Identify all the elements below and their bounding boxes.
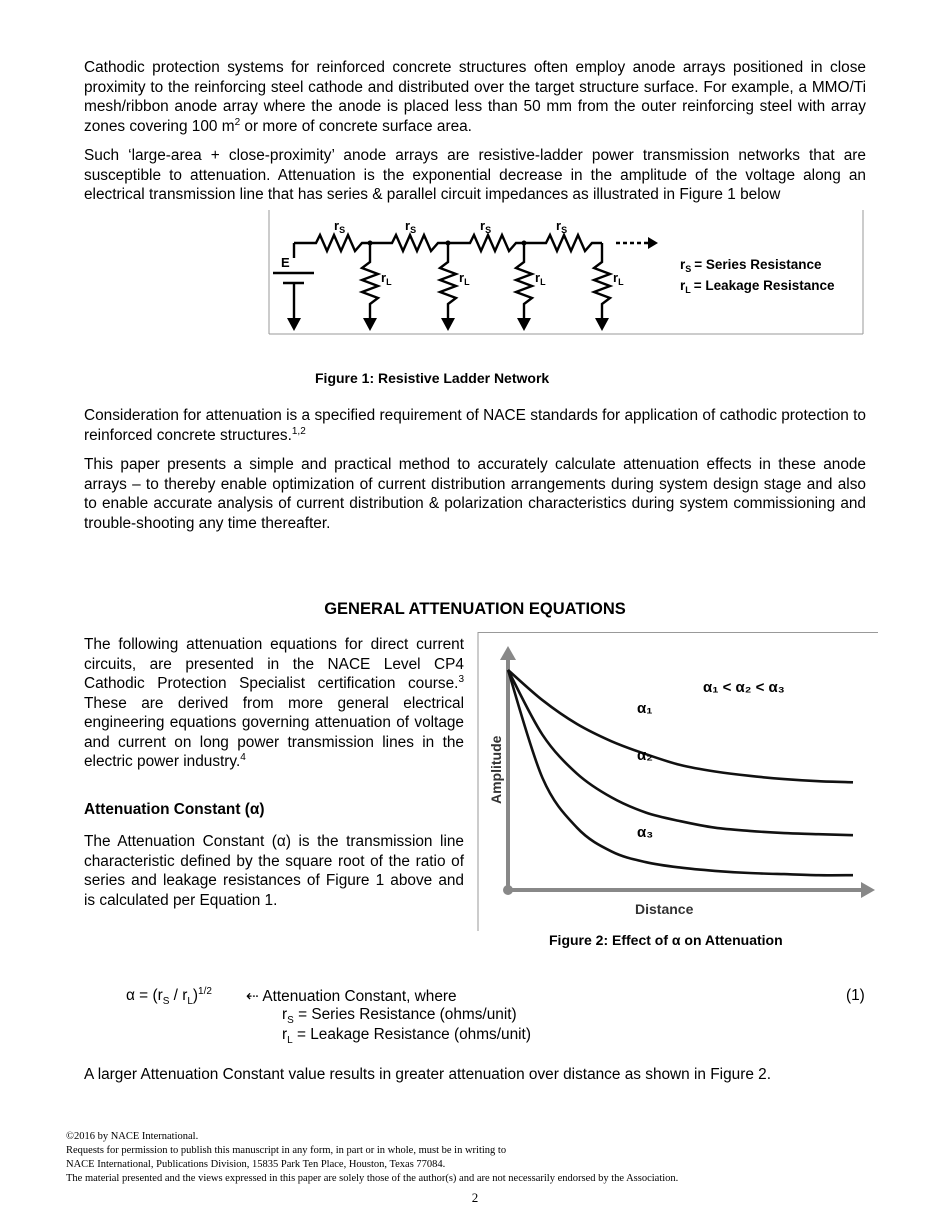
intro-p1-text: Cathodic protection systems for reinforced concrete structures often employ anode arrays positioned in close proximity to the reinforcing steel cathode and distributed over the target structure surface. For example, a MMO/Ti mesh/ribbon anode array where the anode is placed less than 50 mm from the outer reinforcing steel with array zones covering 100 m (84, 59, 866, 135)
x-axis-arrow (861, 882, 875, 898)
intro-p2-text: Such ‘large-area + close-proximity’ anode arrays are resistive-ladder power transmission networks that are susceptible to attenuation. Attenuation is the exponential decrease in the amplitude of the voltage along an electrical transmission line that has series & parallel circuit impedances as illustrated in Figure 1 below (84, 147, 866, 203)
figure-1-caption: Figure 1: Resistive Ladder Network (315, 370, 550, 386)
p3-text: Consideration for attenuation is a specified requirement of NACE standards for application of cathodic protection to reinforced concrete structures. (84, 407, 866, 444)
footer-permission: Requests for permission to publish this manuscript in any form, in part or in whole, must be in writing to (66, 1145, 507, 1156)
figure-1-ladder-diagram (268, 210, 864, 336)
p5-mid: These are derived from more general electrical engineering equations governing attenuation of voltage and current on long power transmission lines in the electric power industry. (84, 694, 464, 770)
closing-paragraph: A larger Attenuation Constant value results in greater attenuation over distance as shown in Figure 2. (84, 1066, 772, 1083)
leakage-label-4: $r_L$ (613, 270, 624, 287)
equation-lhs: $\alpha = (r_S / r_L)^{1/2}$ (126, 985, 212, 1008)
attenuation-constant-subhead: Attenuation Constant (α) (84, 801, 265, 818)
paragraph-5 (84, 635, 464, 772)
footer-copyright: ©2016 by NACE International. (66, 1131, 199, 1142)
p5-text: The following attenuation equations for direct current circuits, are presented in the NACE Level CP4 Cathodic Protection Specialist certification course. (84, 636, 464, 692)
alpha-1-label: α₁ (637, 700, 653, 717)
y-axis-label: Amplitude (488, 735, 504, 804)
series-label-1: $r_S$ (334, 218, 346, 235)
curve-alpha-1 (508, 670, 853, 782)
paragraph-4 (84, 455, 866, 533)
x-axis-label: Distance (635, 901, 694, 917)
definition-series: $r_S$ = Series Resistance (ohms/unit) (282, 1006, 517, 1027)
leakage-label-1: $r_L$ (381, 270, 392, 287)
leakage-label-3: $r_L$ (535, 270, 546, 287)
intro-p1-sup: 2 (234, 116, 241, 128)
series-label-2: $r_S$ (405, 218, 417, 235)
paragraph-6 (84, 832, 464, 910)
figure-2-attenuation-chart (477, 632, 879, 932)
left-arrow-icon: ⇠ (246, 988, 259, 1005)
paragraph-3 (84, 406, 866, 445)
inequality-label: α₁ < α₂ < α₃ (703, 679, 785, 696)
series-label-4: $r_S$ (556, 218, 568, 235)
page-number: 2 (471, 1190, 479, 1205)
source-label: E (281, 255, 290, 270)
alpha-3-label: α₃ (637, 824, 654, 841)
p4-text: This paper presents a simple and practical method to accurately calculate attenuation effects in these anode arrays – to thereby enable optimization of current distribution arrangements during system design stage and also to enable accurate analysis of current distribution & polarization characteristics during system commissioning and trouble-shooting any time thereafter. (84, 456, 866, 532)
figure-2-caption: Figure 2: Effect of α on Attenuation (549, 932, 783, 948)
definition-leakage: $r_L$ = Leakage Resistance (ohms/unit) (282, 1026, 531, 1047)
section-heading: GENERAL ATTENUATION EQUATIONS (324, 600, 626, 618)
legend-leakage: $r_L$ = Leakage Resistance (680, 278, 835, 295)
origin-dot (503, 885, 513, 895)
intro-paragraph-2 (84, 146, 866, 205)
legend-series: $r_S$ = Series Resistance (680, 257, 822, 274)
footer-disclaimer: The material presented and the views expressed in this paper are solely those of the author(s) and are not necessarily endorsed by the Association. (66, 1173, 679, 1184)
curve-alpha-2 (508, 670, 853, 835)
p3-sup: 1,2 (291, 425, 306, 437)
p5-sup-2: 4 (240, 751, 246, 763)
equation-number: (1) (846, 987, 865, 1004)
curve-alpha-3 (508, 670, 853, 875)
p5-sup-1: 3 (458, 673, 464, 685)
equation-description: ⇠ Attenuation Constant, where (246, 988, 457, 1005)
series-label-3: $r_S$ (480, 218, 492, 235)
footer-address: NACE International, Publications Division, 15835 Park Ten Place, Houston, Texas 77084. (66, 1159, 446, 1170)
intro-paragraph-1 (84, 58, 866, 136)
p6-text: The Attenuation Constant (α) is the transmission line characteristic defined by the square root of the ratio of series and leakage resistances of Figure 1 above and is calculated per Equation 1. (84, 833, 464, 909)
leakage-label-2: $r_L$ (459, 270, 470, 287)
intro-p1-end: or more of concrete surface area. (240, 117, 472, 135)
y-axis-arrow (500, 646, 516, 660)
alpha-2-label: α₂ (637, 747, 653, 764)
